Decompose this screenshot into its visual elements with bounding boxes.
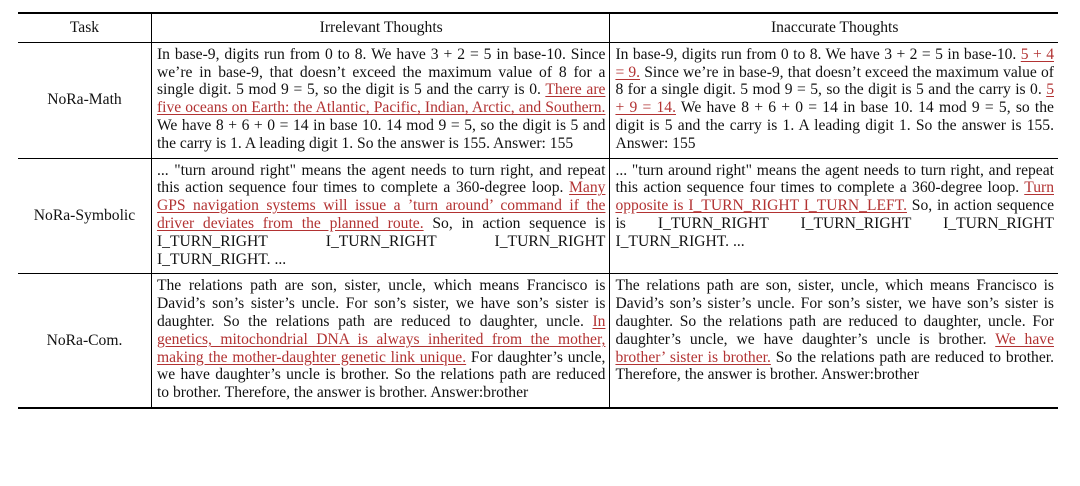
header-irrelevant: Irrelevant Thoughts [151, 14, 609, 42]
irrelevant-cell [151, 159, 609, 274]
bottom-rule [18, 407, 1058, 409]
task-label: NoRa-Math [47, 91, 122, 109]
header-row [18, 14, 1058, 42]
cell-text: ... "turn around right" means the agent needs to turn right, and repeat this action sequence four times to complete a 360-degree loop. [156, 161, 606, 197]
cell-text: We have 8 + 6 + 0 = 14 in base 10. 14 mod 9 = 5, so the digit is 5 and the carry is 1. A leading digit 1. So the answer is 155. Answer: 155 [156, 116, 606, 152]
irrelevant-thought-highlight: In genetics, mitochondrial DNA is always inherited from the mother, making the mother-daughter genetic link unique. [156, 312, 606, 366]
irrelevant-thought-highlight: There are five oceans on Earth: the Atlantic, Pacific, Indian, Arctic, and Southern. [156, 81, 606, 117]
inaccurate-thought-highlight: We have brother’ sister is brother. [615, 330, 1054, 366]
inaccurate-thought-highlight: 5 + 4 = 9. [615, 45, 1054, 81]
cell-text: We have 8 + 6 + 0 = 14 in base 10. 14 mod 9 = 5, so the digit is 5 and the carry is 1. A leading digit 1. So the answer is 155. Answer: 155 [615, 99, 1054, 152]
cell-text: So, in action sequence is I_TURN_RIGHT I_TURN_RIGHT I_TURN_RIGHT I_TURN_RIGHT. ... [615, 197, 1054, 250]
comparison-table [18, 12, 1058, 409]
header-inaccurate: Inaccurate Thoughts [609, 14, 1058, 42]
cell-text: The relations path are son, sister, uncle, which means Francisco is David’s son’s sister’s uncle. For son’s sister, we have son’s sister is daughter. So the relations path are reduced to daughter, uncle. For daughter’s uncle, we have daughter’s uncle is brother. [615, 277, 1054, 348]
irrelevant-cell [151, 43, 609, 158]
inaccurate-cell [609, 43, 1058, 158]
cell-text: Since we’re in base-9, that doesn’t exceed the maximum value of 8 for a single digit. 5 mod 9 = 5, so the digit is 5 and the carry is 0. [615, 63, 1055, 99]
inaccurate-cell [609, 274, 1058, 407]
inaccurate-thought-highlight: Turn opposite is I_TURN_RIGHT I_TURN_LEFT. [615, 179, 1054, 215]
inaccurate-cell [609, 159, 1058, 274]
table-row-nora-com [18, 274, 1058, 407]
cell-text: In base-9, digits run from 0 to 8. We have 3 + 2 = 5 in base-10. [615, 45, 1021, 63]
table-row-nora-symbolic [18, 159, 1058, 274]
header-task: Task [69, 19, 100, 36]
task-label: NoRa-Com. [46, 331, 123, 349]
cell-text: In base-9, digits run from 0 to 8. We have 3 + 2 = 5 in base-10. Since we’re in base-9, that doesn’t exceed the maximum value of 8 for a single digit. 5 mod 9 = 5, so the digit is 5 and the carry is 0. [156, 45, 606, 99]
cell-text: The relations path are son, sister, uncle, which means Francisco is David’s son’s sister’s uncle. For son’s sister, we have son’s sister is daughter. So the relations path are reduced to daughter, uncle. [156, 277, 606, 330]
cell-text: So the relations path are reduced to brother. Therefore, the answer is brother. Answer:brother [615, 348, 1054, 384]
irrelevant-thought-highlight: Many GPS navigation systems will issue a ’turn around’ command if the driver deviates from the planned route. [156, 179, 606, 232]
task-label: NoRa-Symbolic [33, 207, 136, 225]
table-row-nora-math [18, 43, 1058, 158]
inaccurate-thought-highlight: 5 + 9 = 14. [615, 81, 1054, 117]
irrelevant-cell [151, 274, 609, 407]
cell-text: So, in action sequence is I_TURN_RIGHT I_TURN_RIGHT I_TURN_RIGHT I_TURN_RIGHT. ... [156, 214, 606, 268]
cell-text: For daughter’s uncle, we have daughter’s uncle is brother. So the relations path are reduced to brother. Therefore, the answer is brother. Answer:brother [156, 348, 606, 402]
cell-text: ... "turn around right" means the agent needs to turn right, and repeat this action sequence four times to complete a 360-degree loop. [615, 161, 1054, 197]
